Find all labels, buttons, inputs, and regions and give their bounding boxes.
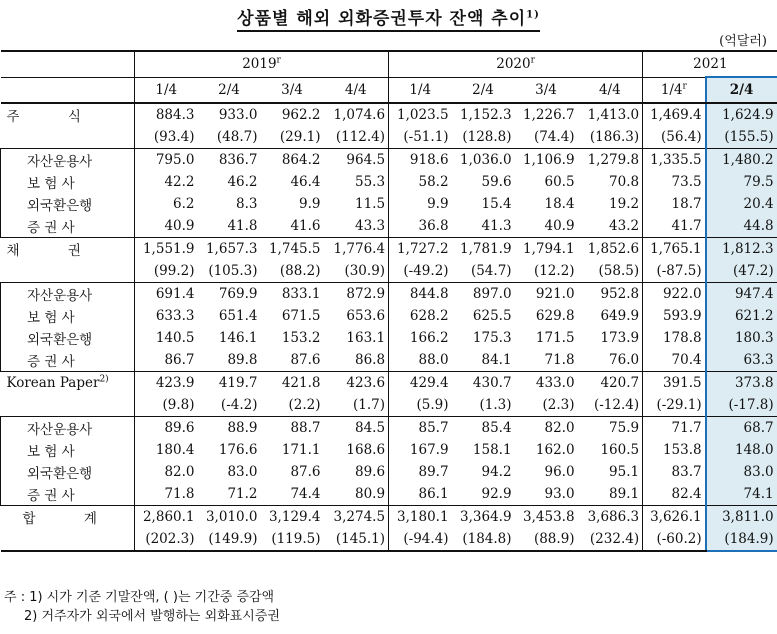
sub-value: 9.9 [389,193,452,215]
sub-value: 160.5 [600,442,640,458]
sub-value: 769.9 [198,283,261,306]
sub-value: 148.0 [706,439,777,461]
quarter-label: 4/4 [344,81,367,98]
grand-change-value: (-94.4) [389,528,452,551]
sub-value: 162.0 [535,442,575,458]
sub-value: 83.0 [227,464,258,480]
quarter-label: 3/4 [281,81,303,98]
total-value: 1,657.3 [198,238,261,261]
year-header [135,51,389,77]
sub-value: 42.2 [135,171,198,193]
sub-value: 55.3 [354,174,386,190]
sub-value: 87.6 [290,464,321,480]
total-value: 1,745.5 [261,238,324,261]
sub-value: 93.0 [544,486,575,502]
sub-value: 1,335.5 [643,149,706,172]
change-value: (47.2) [706,260,777,283]
year-sup: r [276,55,281,66]
sub-value: 153.2 [281,330,321,346]
grand-total-value: 3,811.0 [706,506,777,529]
sub-value: 60.5 [544,174,575,190]
quarter-label: 1/4 [409,81,432,98]
sub-value: 83.7 [643,461,706,483]
sub-label: 외국환은행 [1,461,135,483]
sub-value: 87.6 [290,352,321,368]
year-label: 2020 [496,56,531,73]
sub-value: 92.9 [481,486,512,502]
sub-value: 833.1 [261,283,324,306]
sub-value: 44.8 [706,215,777,238]
section-label [1,372,135,395]
section-sup: 2) [99,374,109,385]
total-value: 421.8 [261,372,324,395]
sub-value: 70.4 [643,349,706,372]
section-label-text: 채 권 [6,243,103,259]
sub-value: 15.4 [481,196,512,212]
change-value: (30.9) [344,263,386,279]
row-blank [1,394,135,417]
change-value: (99.2) [135,260,198,283]
sub-value: 95.1 [609,464,640,480]
sub-value: 836.7 [198,149,261,172]
sub-label: 자산운용사 [1,283,135,306]
sub-value: 86.8 [354,352,386,368]
sub-value: 46.4 [290,174,321,190]
sub-value: 628.2 [389,305,452,327]
quarter-header [324,77,389,103]
sub-value: 79.5 [706,171,777,193]
total-value: 1,727.2 [389,238,452,261]
header-blank [1,77,135,103]
sub-value: 74.4 [290,486,321,502]
footnote-2: 2) 거주자가 외국에서 발행하는 외화표시증권 [24,609,280,624]
table-title: 상품별 해외 외화증권투자 잔액 추이$^{1)}$ [0,4,777,29]
change-value: (112.4) [335,129,386,145]
total-value: 429.4 [389,372,452,395]
securities-balance-table [0,50,777,552]
grand-total-value: 3,364.9 [452,506,515,529]
total-value: 420.7 [578,372,643,395]
unit-label: (억달러) [719,34,767,49]
sub-value: 918.6 [389,149,452,172]
change-value: (-51.1) [389,126,452,149]
change-value: (-29.1) [643,394,706,417]
quarter-header [198,77,261,103]
sub-value: 844.8 [389,283,452,306]
sub-value: 82.4 [643,483,706,506]
sub-value: 75.9 [578,417,643,440]
grand-change-value: (232.4) [578,528,643,551]
sub-value: 176.6 [218,442,258,458]
change-value: (93.4) [135,126,198,149]
sub-value: 74.1 [706,483,777,506]
sub-label: 외국환은행 [1,327,135,349]
sub-label: 보 험 사 [1,305,135,327]
total-value: 1,413.0 [578,103,643,126]
sub-value: 89.6 [354,464,386,480]
sub-value: 76.0 [609,352,640,368]
sub-value: 86.7 [135,349,198,372]
sub-value: 40.9 [135,215,198,238]
sub-value: 649.9 [600,308,640,324]
grand-change-value: (119.5) [261,528,324,551]
change-value: (9.8) [135,394,198,417]
sub-value: 40.9 [544,218,575,234]
change-value: (155.5) [706,126,777,149]
quarter-header [578,77,643,103]
sub-value: 68.7 [706,417,777,440]
sub-value: 96.0 [544,464,575,480]
grand-total-label: 합 계 [1,506,135,529]
sub-value: 41.8 [227,218,258,234]
year-label: 2019 [242,56,277,73]
change-value: (-49.2) [389,260,452,283]
change-value: (5.9) [389,394,452,417]
total-value: 1,551.9 [135,238,198,261]
quarter-header [135,77,198,103]
sub-value: 653.6 [346,308,386,324]
grand-total-value: 3,453.8 [515,506,578,529]
row-blank [1,260,135,283]
sub-value: 41.7 [643,215,706,238]
year-label: 2021 [693,56,728,72]
quarter-header [706,77,777,103]
quarter-label: 1/4 [155,81,178,98]
quarter-sup: r [682,81,687,92]
change-value: (1.7) [353,397,386,413]
sub-value: 83.0 [706,461,777,483]
sub-value: 85.7 [389,417,452,440]
change-value: (1.3) [479,397,512,413]
sub-value: 691.4 [135,283,198,306]
sub-label: 증 권 사 [1,349,135,372]
grand-total-value: 3,626.1 [643,506,706,529]
quarter-header [643,77,706,103]
total-value: 1,469.4 [643,103,706,126]
sub-value: 89.8 [227,352,258,368]
change-value: (74.4) [533,129,575,145]
total-value: 430.7 [452,372,515,395]
change-value: (2.3) [542,397,575,413]
section-label-text: Korean Paper [6,375,100,391]
change-value: (186.3) [589,129,640,145]
sub-value: 180.3 [706,327,777,349]
quarter-header [452,77,515,103]
total-value: 1,152.3 [452,103,515,126]
change-value: (-87.5) [643,260,706,283]
year-header [389,51,643,77]
sub-value: 178.8 [643,327,706,349]
sub-value: 71.8 [544,352,575,368]
total-value: 1,852.6 [578,238,643,261]
header-blank [1,51,135,77]
sub-value: 71.7 [643,417,706,440]
sub-value: 86.1 [389,483,452,506]
row-blank [1,528,135,551]
quarter-header [515,77,578,103]
sub-value: 71.2 [227,486,258,502]
sub-value: 84.1 [481,352,512,368]
total-value: 1,765.1 [643,238,706,261]
grand-total-value: 3,010.0 [198,506,261,529]
section-label [1,103,135,126]
sub-value: 633.3 [135,305,198,327]
sub-value: 1,036.0 [452,149,515,172]
sub-value: 89.1 [609,486,640,502]
change-value: (48.7) [216,129,258,145]
sub-value: 671.5 [281,308,321,324]
sub-value: 168.6 [346,442,386,458]
sub-value: 171.1 [281,442,321,458]
total-value: 933.0 [198,103,261,126]
sub-value: 921.0 [515,283,578,306]
sub-value: 964.5 [324,149,389,172]
sub-value: 9.9 [299,196,321,212]
sub-value: 1,480.2 [706,149,777,172]
sub-value: 146.1 [218,330,258,346]
sub-label: 자산운용사 [1,417,135,440]
sub-value: 629.8 [535,308,575,324]
quarter-label: 2/4 [729,82,754,98]
sub-value: 88.7 [261,417,324,440]
total-value: 1,794.1 [515,238,578,261]
quarter-header [389,77,452,103]
change-value: (-4.2) [220,397,258,413]
sub-value: 80.9 [354,486,386,502]
footnote-1: 주 : 1) 시가 기준 기말잔액, ( )는 기간중 증감액 [4,590,275,605]
sub-label: 자산운용사 [1,149,135,172]
change-value: (56.4) [643,126,706,149]
section-label-text: 주 식 [6,109,103,125]
sub-value: 175.3 [472,330,512,346]
sub-value: 795.0 [135,149,198,172]
total-value: 433.0 [515,372,578,395]
sub-value: 88.0 [389,349,452,372]
total-value: 423.9 [135,372,198,395]
total-value: 1,023.5 [389,103,452,126]
sub-label: 보 험 사 [1,439,135,461]
sub-value: 173.9 [600,330,640,346]
total-value: 1,074.6 [324,103,389,126]
sub-value: 897.0 [452,283,515,306]
sub-value: 88.9 [198,417,261,440]
quarter-header [261,77,324,103]
change-value: (-12.4) [593,397,640,413]
sub-value: 41.6 [290,218,321,234]
sub-value: 625.5 [472,308,512,324]
change-value: (128.8) [462,129,512,145]
grand-change-value: (202.3) [135,528,198,551]
sub-value: 71.8 [135,483,198,506]
total-value: 1,226.7 [515,103,578,126]
sub-value: 82.0 [515,417,578,440]
sub-value: 952.8 [578,283,643,306]
grand-change-value: (184.9) [706,528,777,551]
sub-value: 163.1 [346,330,386,346]
sub-value: 18.7 [643,193,706,215]
grand-change-value: (184.8) [452,528,515,551]
sub-value: 19.2 [609,196,640,212]
year-header [643,51,777,77]
grand-change-value: (145.1) [324,528,389,551]
total-value: 391.5 [643,372,706,395]
sub-label: 외국환은행 [1,193,135,215]
sub-value: 89.6 [135,417,198,440]
quarter-label: 2/4 [218,81,240,98]
change-value: (105.3) [208,263,258,279]
sub-value: 89.7 [389,461,452,483]
change-value: (12.2) [533,263,575,279]
grand-total-value: 3,274.5 [324,506,389,529]
sub-value: 593.9 [643,305,706,327]
sub-value: 171.5 [535,330,575,346]
sub-value: 58.2 [389,171,452,193]
total-value: 423.6 [324,372,389,395]
sub-value: 82.0 [135,461,198,483]
sub-label: 증 권 사 [1,483,135,506]
sub-value: 166.2 [389,327,452,349]
sub-value: 59.6 [481,174,512,190]
quarter-label: 2/4 [472,81,494,98]
sub-value: 36.8 [389,215,452,238]
grand-total-value: 2,860.1 [135,506,198,529]
sub-value: 872.9 [324,283,389,306]
year-sup: r [530,55,535,66]
grand-total-value: 3,686.3 [578,506,643,529]
change-value: (2.2) [288,397,321,413]
sub-value: 167.9 [389,439,452,461]
quarter-label: 4/4 [598,81,621,98]
change-value: (88.2) [279,263,321,279]
sub-label: 보 험 사 [1,171,135,193]
grand-change-value: (88.9) [515,528,578,551]
sub-value: 180.4 [135,439,198,461]
sub-value: 6.2 [135,193,198,215]
sub-value: 63.3 [706,349,777,372]
sub-value: 18.4 [544,196,575,212]
sub-value: 41.3 [481,218,512,234]
total-value: 962.2 [261,103,324,126]
total-value: 419.7 [198,372,261,395]
total-value: 884.3 [135,103,198,126]
total-value: 373.8 [706,372,777,395]
grand-change-value: (-60.2) [643,528,706,551]
grand-change-value: (149.9) [198,528,261,551]
total-value: 1,624.9 [706,103,777,126]
section-label [1,238,135,261]
sub-value: 43.3 [354,218,386,234]
sub-value: 1,279.8 [578,149,643,172]
change-value: (58.5) [598,263,640,279]
sub-value: 73.5 [643,171,706,193]
row-blank [1,126,135,149]
sub-value: 621.2 [706,305,777,327]
sub-value: 158.1 [472,442,512,458]
change-value: (29.1) [279,129,321,145]
sub-value: 153.8 [643,439,706,461]
total-value: 1,812.3 [706,238,777,261]
sub-value: 94.2 [481,464,512,480]
sub-value: 84.5 [324,417,389,440]
sub-value: 11.5 [354,196,386,212]
sub-value: 20.4 [706,193,777,215]
change-value: (54.7) [470,263,512,279]
quarter-label: 3/4 [535,81,557,98]
total-value: 1,776.4 [324,238,389,261]
sub-value: 8.3 [236,196,258,212]
total-value: 1,781.9 [452,238,515,261]
quarter-label: 1/4 [660,81,683,98]
grand-total-value: 3,129.4 [261,506,324,529]
sub-value: 922.0 [643,283,706,306]
sub-value: 46.2 [227,174,258,190]
sub-label: 증 권 사 [1,215,135,238]
sub-value: 864.2 [261,149,324,172]
sub-value: 70.8 [609,174,640,190]
sub-value: 1,106.9 [515,149,578,172]
sub-value: 85.4 [452,417,515,440]
sub-value: 43.2 [609,218,640,234]
sub-value: 140.5 [135,327,198,349]
grand-total-value: 3,180.1 [389,506,452,529]
sub-value: 947.4 [706,283,777,306]
change-value: (-17.8) [706,394,777,417]
sub-value: 651.4 [218,308,258,324]
